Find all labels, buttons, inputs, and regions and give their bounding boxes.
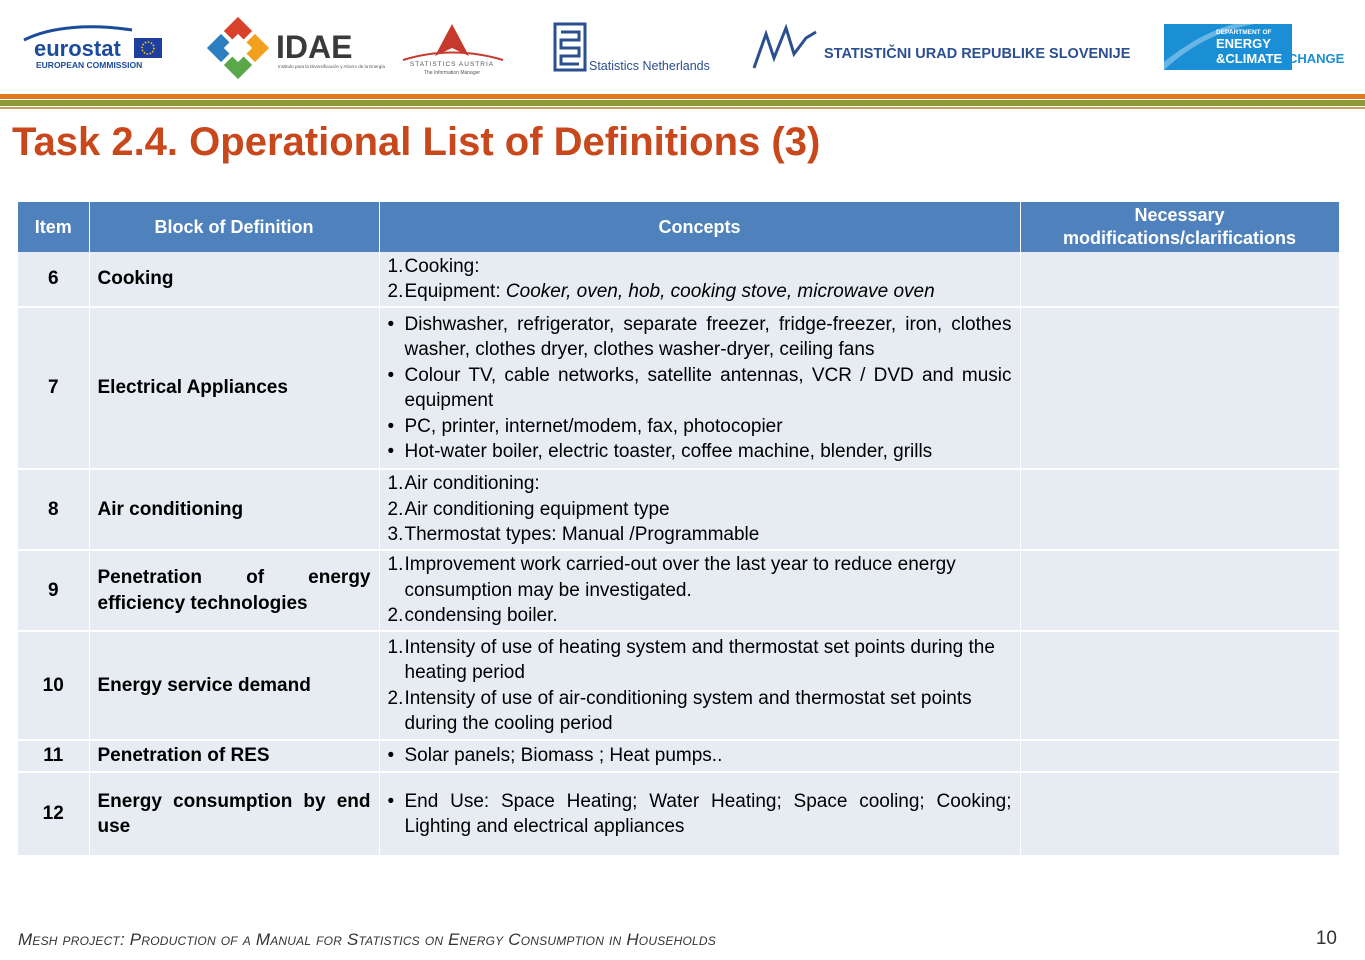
dept-energy-logo-name4: CHANGE [1288,51,1345,66]
table-row [18,550,1339,631]
block-of-definition: Penetration of energy efficiency technologies [89,550,379,631]
dept-energy-logo-name2: ENERGY [1216,36,1271,51]
concepts-cell [379,469,1020,550]
concept-number: 1. [387,473,404,495]
concept-item [388,552,1012,603]
definitions-table [18,202,1340,857]
block-of-definition: Electrical Appliances [89,307,379,469]
statistics-netherlands-logo-name: Statistics Netherlands [589,59,710,73]
concept-text: Intensity of use of heating system and thermostat set points during the heating period [404,636,995,683]
concepts-list [388,254,1012,305]
logo-bar [0,0,1365,92]
concepts-list [388,312,1012,465]
dept-energy-logo-name3: &CLIMATE [1216,51,1283,66]
concepts-list [388,635,1012,737]
concept-number: 3. [387,524,404,546]
concept-item [388,363,1012,414]
concept-number: 1. [387,554,404,576]
idae-logo [202,20,386,76]
concept-item [388,439,1012,465]
modifications-cell [1020,740,1339,772]
concept-number: 1. [387,636,404,658]
modifications-cell [1020,631,1339,740]
slovenia-stat-logo [752,24,1142,72]
header-concepts: Concepts [379,202,1020,252]
table-row [18,772,1339,856]
concept-text: Air conditioning equipment type [404,498,670,520]
concept-text: Dishwasher, refrigerator, separate freezer, fridge-freezer, iron, clothes washer, clothes dryer, clothes washer-dryer, ceiling fans [404,313,1012,360]
concept-emphasis: Cooker, oven, hob, cooking stove, microwave oven [505,281,935,302]
concept-number: 2. [387,281,404,302]
statistics-austria-logo-name: STATISTICS AUSTRIA [409,61,495,68]
statistics-netherlands-logo [553,22,718,74]
concept-number: 2. [387,498,404,520]
concept-number: 2. [387,687,404,709]
concepts-cell [379,307,1020,469]
header-modifications: Necessary modifications/clarifications [1020,202,1339,252]
concepts-list [388,552,1012,629]
dept-energy-logo [1164,22,1344,72]
concepts-list [388,789,1012,840]
concept-item [388,635,1012,686]
concept-item [388,743,1012,769]
concepts-cell [379,772,1020,856]
concepts-cell [379,550,1020,631]
footer-text: Mesh project: Production of a Manual for Statistics on Energy Consumption in Households [18,930,716,949]
concept-text: Thermostat types: Manual /Programmable [404,524,760,546]
eurostat-logo-name: eurostat [34,36,121,61]
concept-item [388,414,1012,440]
modifications-cell [1020,307,1339,469]
table-row [18,469,1339,550]
idae-logo-name: IDAE [276,29,353,65]
item-number: 9 [18,550,89,631]
concept-text: Hot-water boiler, electric toaster, coffee machine, blender, grills [404,441,933,462]
idae-logo-sub: Instituto para la Diversificación y Ahorro de la Energía [278,64,386,69]
item-number: 6 [18,252,89,307]
modifications-cell [1020,252,1339,307]
concept-number: 2. [387,605,404,627]
slovenia-stat-logo-name: STATISTIČNI URAD REPUBLIKE SLOVENIJE [824,46,1131,62]
concept-text: Improvement work carried-out over the last year to reduce energy consumption may be investigated. [404,554,956,601]
concept-item [388,522,1012,548]
concept-item [388,254,1012,280]
concepts-list [388,471,1012,548]
concept-text: PC, printer, internet/modem, fax, photocopier [404,415,783,437]
concepts-cell [379,631,1020,740]
block-of-definition: Air conditioning [89,469,379,550]
header-band-thin [0,107,1365,109]
modifications-cell [1020,550,1339,631]
header-band-green [0,100,1365,106]
concept-item [388,497,1012,523]
block-of-definition: Penetration of RES [89,740,379,772]
table-body [18,252,1339,856]
dept-energy-logo-name: DEPARTMENT OF [1216,29,1272,36]
table-header-row [18,202,1339,252]
item-number: 7 [18,307,89,469]
modifications-cell [1020,469,1339,550]
concept-item [388,686,1012,737]
slide-title: Task 2.4. Operational List of Definitions (3) [12,120,821,164]
concept-text: End Use: Space Heating; Water Heating; Space cooling; Cooking; Lighting and electrical appliances [404,790,1012,837]
block-of-definition: Energy service demand [89,631,379,740]
table-row [18,631,1339,740]
header-item: Item [18,202,89,252]
concept-text: Air conditioning: [404,473,540,495]
concept-item [388,312,1012,363]
statistics-austria-logo-sub: The Information Manager [423,70,481,76]
concept-text: Equipment: [404,281,506,302]
eurostat-logo-sub: EUROPEAN COMMISSION [36,60,143,70]
concept-text: condensing boiler. [404,605,558,627]
concept-text: Solar panels; Biomass ; Heat pumps.. [404,745,723,767]
concept-item [388,471,1012,497]
block-of-definition: Cooking [89,252,379,307]
modifications-cell [1020,772,1339,856]
header-block: Block of Definition [89,202,379,252]
concepts-cell [379,740,1020,772]
concepts-cell [379,252,1020,307]
block-of-definition: Energy consumption by end use [89,772,379,856]
concept-text: Cooking: [404,255,480,277]
item-number: 10 [18,631,89,740]
concept-text: Colour TV, cable networks, satellite antennas, VCR / DVD and music equipment [404,364,1012,411]
concept-item [388,789,1012,840]
item-number: 11 [18,740,89,772]
table-row [18,252,1339,307]
table-row [18,307,1339,469]
page-number: 10 [1315,928,1337,949]
concept-item [388,279,1012,305]
item-number: 8 [18,469,89,550]
concept-text: Intensity of use of air-conditioning system and thermostat set points during the cooling period [404,687,972,734]
header-band-orange [0,94,1365,99]
eurostat-logo [22,22,167,72]
item-number: 12 [18,772,89,856]
table-row [18,740,1339,772]
concept-item [388,603,1012,629]
statistics-austria-logo [395,20,510,78]
concept-number: 1. [387,255,404,277]
concepts-list [388,743,1012,769]
